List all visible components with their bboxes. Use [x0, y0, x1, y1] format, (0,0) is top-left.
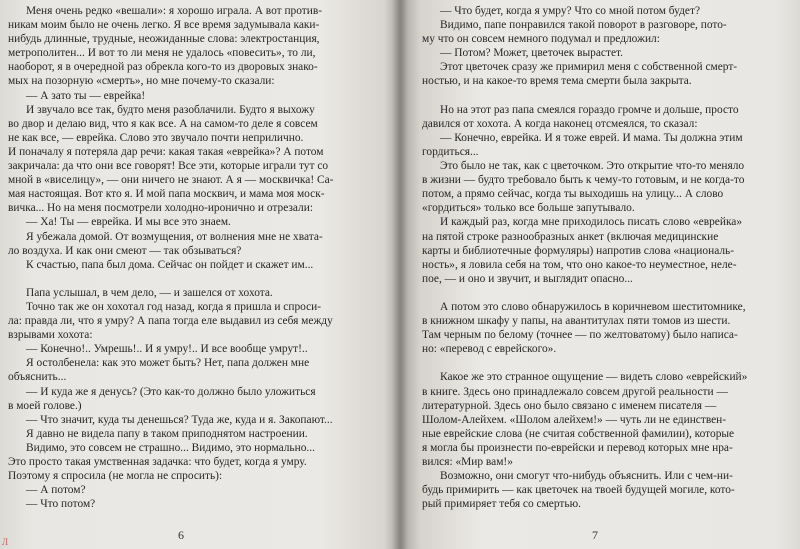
right-text-line: «гордиться» только все больше запутывало.	[422, 202, 635, 215]
right-text-line: Там черным по белому (точнее — по желтоватому) было написа-	[422, 329, 738, 342]
left-text-line: Я убежала домой. От возмущения, от волнения мне не хвата-	[26, 230, 323, 243]
right-text-line: рый примиряет тебя со смертью.	[422, 498, 581, 511]
left-text-line: Папа услышал, в чем дело, — и зашелся от хохота.	[26, 286, 273, 299]
left-text-line: К счастью, папа был дома. Сейчас он пойдет и скажет им...	[26, 258, 314, 271]
left-text-line: И поначалу я потеряла дар речи: какая такая «еврейка»? А потом	[8, 145, 324, 158]
left-text-line: Поэтому я спросила (не могла не спросить):	[8, 470, 223, 483]
left-text-line: во двор и делаю вид, что я как все. А на самом-то деле я совсем	[8, 117, 318, 130]
right-text-line: Но на этот раз папа смеялся гораздо громче и дольше, просто	[440, 103, 739, 116]
right-text-line: гордиться...	[422, 145, 479, 158]
right-text-line: — Потом? Может, цветочек вырастет.	[440, 47, 623, 60]
right-text-line: Видимо, папе понравился такой поворот в разговоре, пото-	[440, 19, 727, 32]
right-text-line: — Что будет, когда я умру? Что со мной потом будет?	[440, 5, 700, 17]
right-text-line	[422, 89, 790, 103]
right-page-text	[422, 4, 790, 511]
right-text-line: ностью, и на какое-то время тема смерти была закрыта.	[422, 75, 692, 88]
left-text-line: И звучало все так, будто меня разоблачили. Будто я выхожу	[26, 103, 315, 116]
right-text-line: ность», я ловила себя на том, что оно какое-то неуместное, нелe-	[422, 258, 737, 271]
right-text-line: Шолом-Алейхем. «Шолом алейхем!» — чуть ли не единствен-	[422, 413, 727, 426]
left-text-line: вичка... Но на меня посмотрели холодно-иронично и отрезали:	[8, 202, 313, 215]
left-text-line: Это просто такая умственная задачка: что будет, когда я умру.	[8, 456, 307, 468]
left-text-line: — Что значит, куда ты денешься? Туда же, куда и я. Закопают...	[26, 413, 333, 426]
watermark-mark: Л	[2, 537, 9, 547]
right-text-line: му что он совсем немного подумал и предложил:	[422, 33, 660, 46]
left-page-text	[8, 4, 382, 511]
right-page	[400, 0, 800, 549]
left-text-line	[8, 272, 382, 286]
right-text-line: А потом это слово обнаружилось в коричневом шеститомнике,	[440, 300, 746, 313]
right-text-line: Это было не так, как с цветочком. Это открытие что-то меняло	[440, 160, 745, 173]
left-text-line: закричала: да что они все говорят! Все эти, которые играли тут со	[8, 160, 329, 173]
right-text-line: вился: «Мир вам!»	[422, 456, 513, 468]
left-text-line: Видимо, это совсем не страшно... Видимо, это нормально...	[26, 441, 315, 454]
left-text-line: не как все, — еврейка. Слово это звучало почти неприлично.	[8, 131, 304, 144]
left-text-line: Точно так же он хохотал год назад, когда я пришла и спроси-	[26, 300, 322, 313]
left-text-line: объяснить...	[8, 371, 67, 384]
left-text-line: ла: правда ли, что я умру? А папа тогда еле выдавил из себя между	[8, 315, 333, 328]
left-text-line: — Ха! Ты — еврейка. И мы все это знаем.	[26, 216, 231, 229]
right-text-line: И каждый раз, когда мне приходилось писать слово «еврейка»	[440, 216, 743, 229]
right-text-line	[422, 356, 790, 370]
left-text-line: Я остолбенела: как это может быть? Нет, папа должен мне	[26, 357, 310, 370]
left-page-number: 6	[178, 528, 184, 542]
left-text-line: — Что потом?	[26, 498, 96, 511]
left-text-line: мых на позорную «смерть», но мне почему-то сказали:	[8, 75, 275, 88]
right-text-line	[422, 286, 790, 300]
left-text-line: — Конечно!.. Умрешь!.. И я умру!.. И все вообще умрут!..	[26, 343, 308, 356]
right-page-number: 7	[592, 528, 598, 542]
left-text-line: Я давно не видела папу в таком приподнятом настроении.	[26, 427, 308, 440]
right-text-line: Этот цветочек сразу же примирил меня с собственной смерт-	[440, 61, 738, 74]
left-text-line: — И куда же я денусь? (Это как-то должно было уложиться	[26, 385, 316, 398]
right-text-line: на пятой строке разнообразных анкет (включая медицинские	[422, 230, 719, 243]
right-text-line: будь примирить — как цветочек на твоей будущей могиле, кото-	[422, 484, 735, 497]
left-text-line: метрополитен... И вот то ли меня не удалось «повесить», то ли,	[8, 47, 316, 60]
left-text-line: взрывами хохота:	[8, 329, 93, 342]
left-text-line: — А зато ты — еврейка!	[26, 89, 146, 102]
left-text-line: никам моим было не очень легко. Я все время задумывала каки-	[8, 19, 320, 32]
right-text-line: потом, а прямо сейчас, когда ты выходишь на улицу... А слово	[422, 188, 724, 201]
right-text-line: в книге. Здесь оно принадлежало совсем другой реальности —	[422, 385, 728, 398]
right-text-line: ные еврейские слова (не считая собственной фамилии), которые	[422, 427, 735, 440]
left-text-line: Меня очень редко «вешали»: я хорошо играла. А вот против-	[26, 5, 323, 17]
left-text-line: нибудь длинные, трудные, неожиданные слова: электростанция,	[8, 33, 320, 46]
right-text-line: Возможно, они смогут что-нибудь объяснить. Или с чем-ни-	[440, 470, 733, 483]
left-text-line: мной в «виселицу», — они ничего не знают. А я — москвичка! Са-	[8, 174, 334, 187]
right-text-line: Какое же это странное ощущение — видеть слово «еврейский»	[440, 371, 748, 384]
right-text-line: — Конечно, еврейка. И я тоже еврей. И мама. Ты должна этим	[440, 131, 743, 144]
left-text-line: — А потом?	[26, 484, 86, 497]
right-text-line: карты и библиотечные формуляры) напротив слова «националь-	[422, 244, 735, 257]
left-text-line: в моей голове.)	[8, 399, 82, 412]
left-text-line: ло воздуха. И как они смеют — так обзываться?	[8, 244, 242, 257]
right-text-line: пое, — и оно и звучит, и выглядит опасно...	[422, 272, 633, 285]
right-text-line: но: «перевод с еврейского».	[422, 343, 557, 356]
left-text-line: наоборот, я в очередной раз обрекла кого-то из дворовых знако-	[8, 61, 318, 74]
right-text-line: давился от хохота. А когда наконец отсмеялся, то сказал:	[422, 117, 698, 130]
right-text-line: в книжном шкафу у папы, на авантитулах пяти томов из шести.	[422, 315, 731, 328]
left-text-line: мая настоящая. Вот кто я. И мой папа москвич, и мама моя моск-	[8, 188, 325, 201]
right-text-line: литературной. Здесь оно было связано с именем писателя —	[422, 399, 717, 412]
right-text-line: в жизни — будто требовало быть к чему-то готовым, и не когда-то	[422, 174, 745, 187]
right-text-line: я могла бы произнести по-еврейски и перевод которых мне нра-	[422, 441, 733, 454]
